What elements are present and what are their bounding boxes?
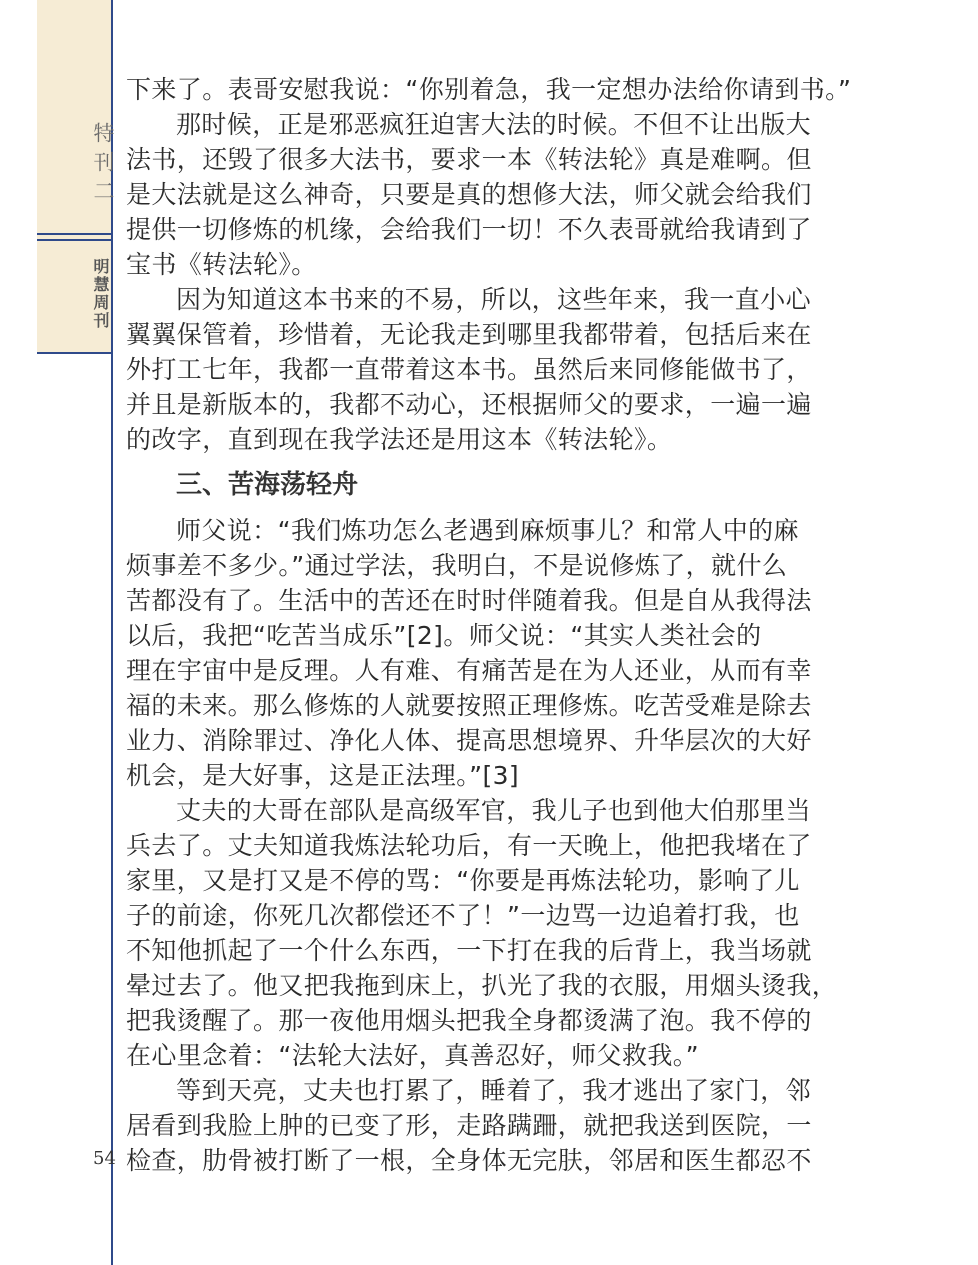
text-line: 外打工七年，我都一直带着这本书。虽然后来同修能做书了， [126,355,812,384]
tab-divider [37,239,111,241]
text-line: 把我烫醒了。那一夜他用烟头把我全身都烫满了泡。我不停的 [126,1006,812,1035]
text-line: 在心里念着：“法轮大法好，真善忍好，师父救我。” [126,1041,700,1070]
text-line: 宝书《转法轮》。 [126,250,317,279]
text-line: 机会，是大好事，这是正法理。”[3] [126,761,520,790]
text-line: 兵去了。丈夫知道我炼法轮功后，有一天晚上，他把我堵在了 [126,831,812,860]
tab-divider [37,233,111,235]
text-line: 业力、消除罪过、净化人体、提高思想境界、升华层次的大好 [126,726,812,755]
text-line: 等到天亮，丈夫也打累了，睡着了，我才逃出了家门，邻 [176,1076,812,1105]
magazine-name: 明慧周刊 [91,258,110,330]
text-line: 家里，又是打又是不停的骂：“你要是再炼法轮功，影响了儿 [126,866,800,895]
text-line: 烦事差不多少。”通过学法，我明白，不是说修炼了，就什么 [126,551,788,580]
text-line: 下来了。表哥安慰我说：“你别着急，我一定想办法给你请到书。” [126,75,852,104]
text-line: 苦都没有了。生活中的苦还在时时伴随着我。但是自从我得法 [126,586,812,615]
tab-divider [37,352,111,354]
text-line: 的改字，直到现在我学法还是用这本《转法轮》。 [126,425,673,454]
text-line: 居看到我脸上肿的已变了形，走路蹒跚，就把我送到医院，一 [126,1111,812,1140]
text-line: 理在宇宙中是反理。人有难、有痛苦是在为人还业，从而有幸 [126,656,812,685]
text-line: 翼翼保管着，珍惜着，无论我走到哪里我都带着，包括后来在 [126,320,812,349]
text-line: 不知他抓起了一个什么东西，一下打在我的后背上，我当场就 [126,936,812,965]
text-line: 法书，还毁了很多大法书，要求一本《转法轮》真是难啊。但 [126,145,812,174]
text-line: 是大法就是这么神奇，只要是真的想修大法，师父就会给我们 [126,180,812,209]
text-line: 丈夫的大哥在部队是高级军官，我儿子也到他大伯那里当 [176,796,812,825]
text-line: 以后，我把“吃苦当成乐”[2]。师父说：“其实人类社会的 [126,621,762,650]
text-line: 提供一切修炼的机缘，会给我们一切！不久表哥就给我请到了 [126,215,812,244]
text-line: 那时候，正是邪恶疯狂迫害大法的时候。不但不让出版大 [176,110,812,139]
text-line: 子的前途，你死几次都偿还不了！”一边骂一边追着打我，也 [126,901,800,930]
text-line: 并且是新版本的，我都不动心，还根据师父的要求，一遍一遍 [126,390,812,419]
page-number: 54 [93,1148,116,1169]
text-line: 福的未来。那么修炼的人就要按照正理修炼。吃苦受难是除去 [126,691,812,720]
text-line: 晕过去了。他又把我拖到床上，扒光了我的衣服，用烟头烫我， [126,971,838,1000]
section-label: 特刊二 [91,122,115,209]
section-heading: 三、苦海荡轻舟 [176,470,359,500]
text-line: 师父说：“我们炼功怎么老遇到麻烦事儿？和常人中的麻 [176,516,799,545]
article-body [126,72,854,1178]
text-line: 因为知道这本书来的不易，所以，这些年来，我一直小心 [176,285,812,314]
text-line: 检查，肋骨被打断了一根，全身体无完肤，邻居和医生都忍不 [126,1146,812,1175]
